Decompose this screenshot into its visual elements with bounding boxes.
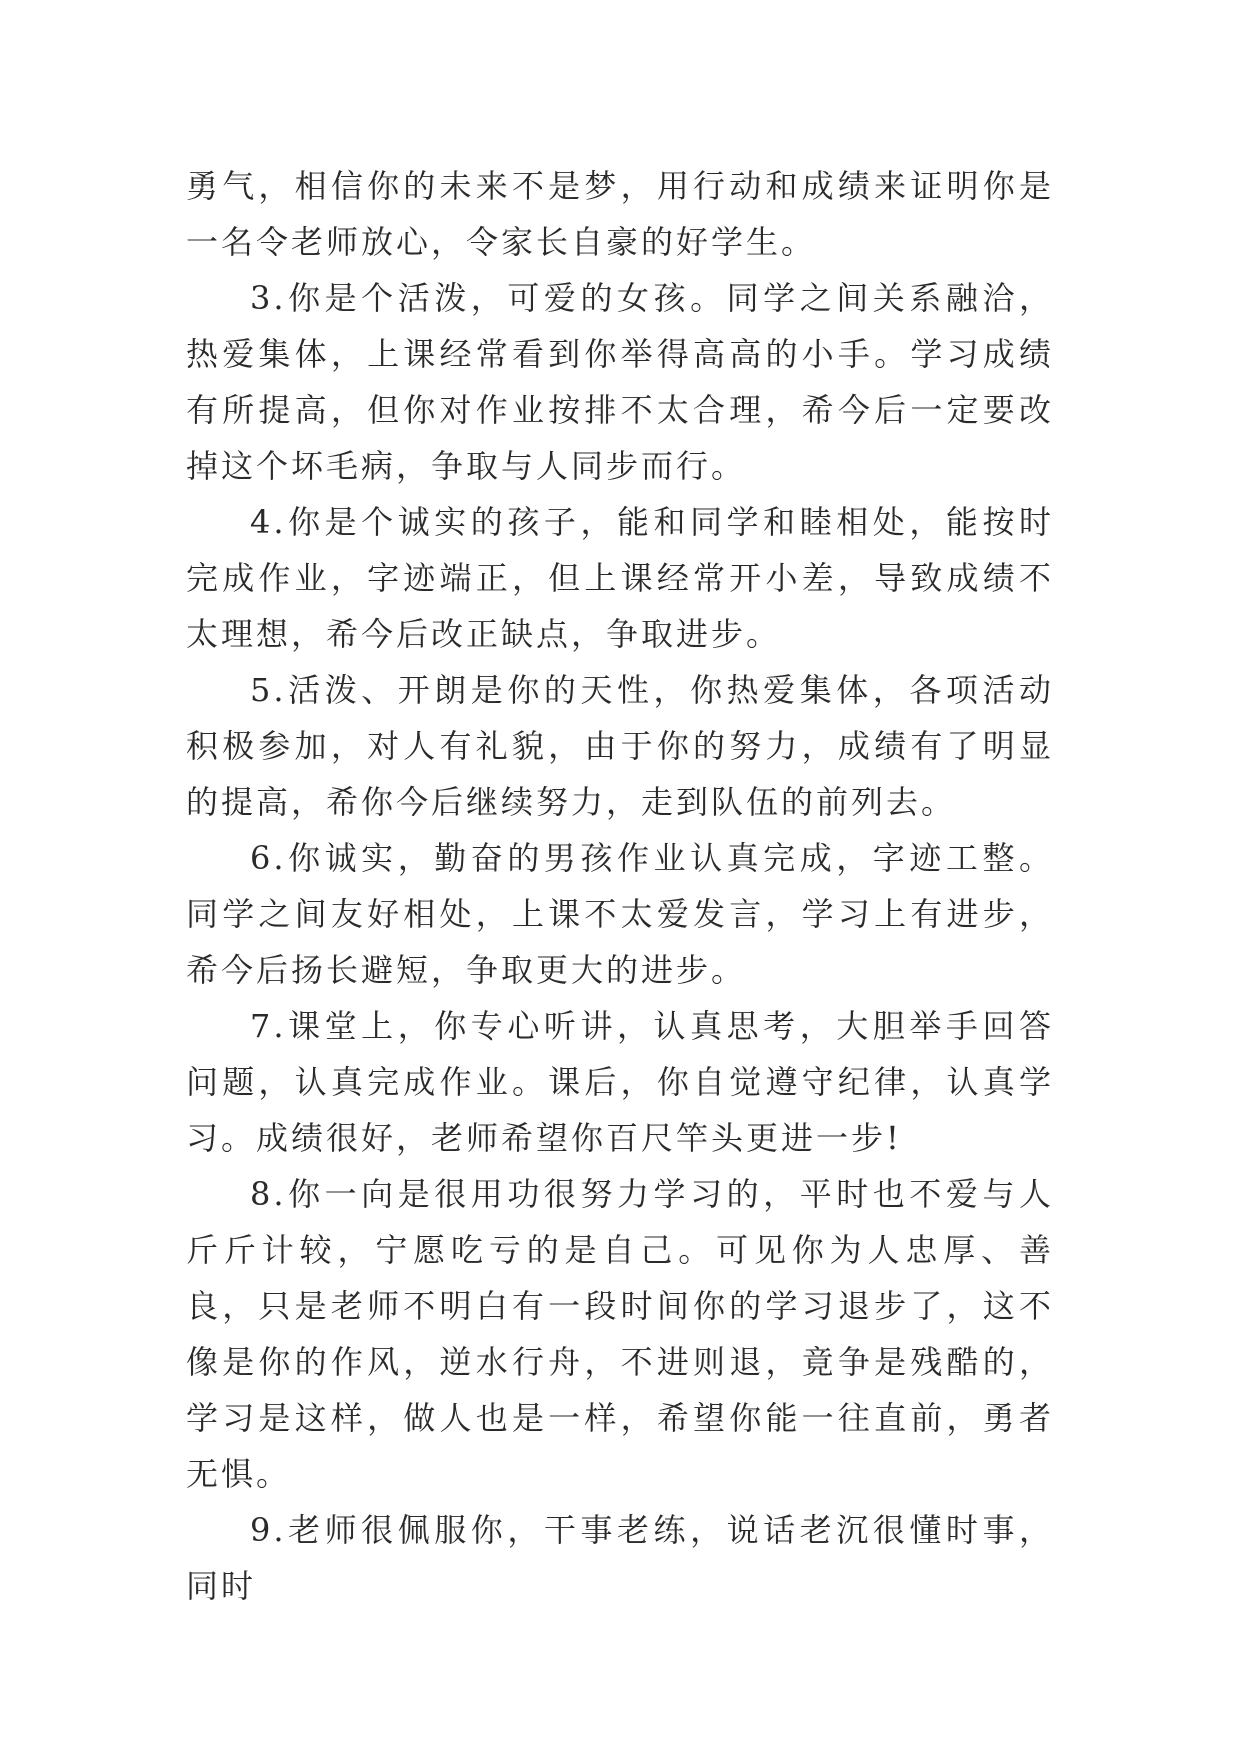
- paragraph-comment-6: 6.你诚实，勤奋的男孩作业认真完成，字迹工整。同学之间友好相处，上课不太爱发言，学习上有进步，希今后扬长避短，争取更大的进步。: [186, 839, 1054, 989]
- paragraph-comment-3: 3.你是个活泼，可爱的女孩。同学之间关系融洽，热爱集体，上课经常看到你举得高高的小手。学习成绩有所提高，但你对作业按排不太合理，希今后一定要改掉这个坏毛病，争取与人同步而行。: [186, 279, 1054, 485]
- document-body: [186, 158, 1054, 1614]
- paragraph-comment-9: 9.老师很佩服你，干事老练，说话老沉很懂时事，同时: [186, 1511, 1054, 1605]
- paragraph-comment-7: 7.课堂上，你专心听讲，认真思考，大胆举手回答问题，认真完成作业。课后，你自觉遵守纪律，认真学习。成绩很好，老师希望你百尺竿头更进一步!: [186, 1007, 1054, 1157]
- paragraph-comment-8: 8.你一向是很用功很努力学习的，平时也不爱与人斤斤计较，宁愿吃亏的是自己。可见你为人忠厚、善良，只是老师不明白有一段时间你的学习退步了，这不像是你的作风，逆水行舟，不进则退，竟争是残酷的，学习是这样，做人也是一样，希望你能一往直前，勇者无惧。: [186, 1175, 1054, 1493]
- paragraph-comment-4: 4.你是个诚实的孩子，能和同学和睦相处，能按时完成作业，字迹端正，但上课经常开小差，导致成绩不太理想，希今后改正缺点，争取进步。: [186, 503, 1054, 653]
- paragraph-continuation: 勇气，相信你的未来不是梦，用行动和成绩来证明你是一名令老师放心，令家长自豪的好学生。: [186, 167, 1054, 261]
- paragraph-comment-5: 5.活泼、开朗是你的天性，你热爱集体，各项活动积极参加，对人有礼貌，由于你的努力，成绩有了明显的提高，希你今后继续努力，走到队伍的前列去。: [186, 671, 1054, 821]
